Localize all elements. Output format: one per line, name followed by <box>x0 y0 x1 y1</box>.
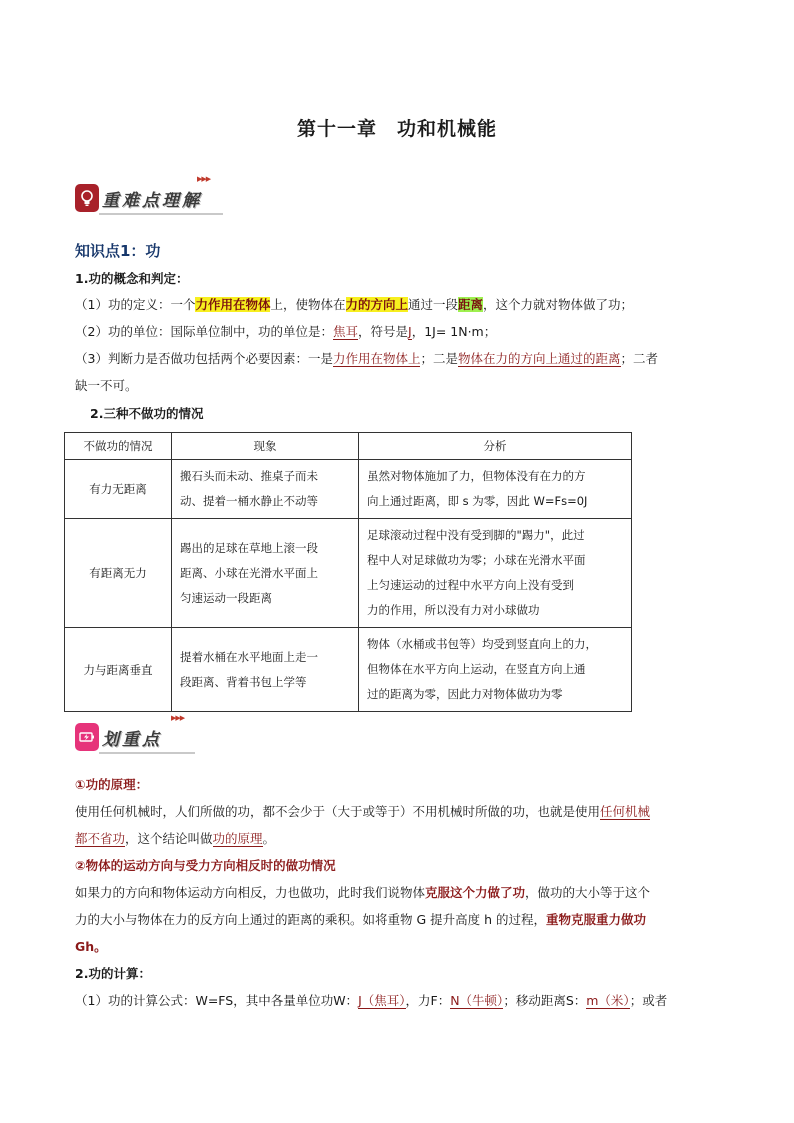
table-cell-phenomenon: 搬石头而未动、推桌子而未 动、提着一桶水静止不动等 <box>172 460 359 519</box>
table-cell-case: 有力无距离 <box>65 460 172 519</box>
definition-line: （1）功的定义：一个力作用在物体上，使物体在力的方向上通过一段距离，这个力就对物体做了功； <box>75 297 634 312</box>
judgement-line: （3）判断力是否做功包括两个必要因素：一是力作用在物体上；二是物体在力的方向上通过的距离；二者 <box>75 351 659 366</box>
arrow-icon: ▶▶▶ <box>171 714 185 722</box>
principle-line-cont: 都不省功，这个结论叫做功的原理。 <box>75 831 276 846</box>
table-cell-case: 力与距离垂直 <box>65 628 172 712</box>
table-cell-phenomenon: 提着水桶在水平地面上走一 段距离、背着书包上学等 <box>172 628 359 712</box>
table-row <box>65 628 632 712</box>
banner-label: 划重点 <box>102 730 162 750</box>
opposite-direction-heading: ②物体的运动方向与受力方向相反时的做功情况 <box>75 858 336 873</box>
table-cell-analysis: 虽然对物体施加了力，但物体没有在力的方 向上通过距离，即 s 为零，因此 W=Fs=0J <box>359 460 632 519</box>
page-title: 第十一章 功和机械能 <box>296 118 497 140</box>
table-cell-analysis: 物体（水桶或书包等）均受到竖直向上的力， 但物体在水平方向上运动，在竖直方向上通 过的距离为零，因此力对物体做功为零 <box>359 628 632 712</box>
table-header: 现象 <box>172 433 359 460</box>
table-header: 不做功的情况 <box>65 433 172 460</box>
unit-line: （2）功的单位：国际单位制中，功的单位是：焦耳，符号是J，1J= 1N·m； <box>75 324 497 339</box>
subheading-no-work: 2.三种不做功的情况 <box>90 406 204 421</box>
subheading-concept: 1.功的概念和判定： <box>75 271 189 286</box>
formula-line: （1）功的计算公式：W=FS，其中各量单位功W：J（焦耳），力F：N（牛顿）；移动距离S：m（米）；或者 <box>75 993 668 1008</box>
section-banner-highlights <box>75 714 197 755</box>
opposite-direction-line-3: Gh。 <box>75 939 107 954</box>
arrow-icon: ▶▶▶ <box>197 175 211 183</box>
table-cell-analysis: 足球滚动过程中没有受到脚的"踢力"，此过 程中人对足球做功为零；小球在光滑水平面 上匀速运动的过程中水平方向上没有受到 力的作用，所以没有力对小球做功 <box>359 519 632 628</box>
table-cell-case: 有距离无力 <box>65 519 172 628</box>
principle-heading: ①功的原理： <box>75 777 149 792</box>
banner-underline <box>99 752 195 754</box>
lightbulb-icon <box>75 184 99 212</box>
battery-icon <box>75 723 99 751</box>
table-header-row <box>65 433 632 460</box>
principle-line: 使用任何机械时，人们所做的功，都不会少于（大于或等于）不用机械时所做的功，也就是使用任何机械 <box>75 804 651 819</box>
table-row <box>65 519 632 628</box>
table-cell-phenomenon: 踢出的足球在草地上滚一段 距离、小球在光滑水平面上 匀速运动一段距离 <box>172 519 359 628</box>
opposite-direction-line-2: 力的大小与物体在力的反方向上通过的距离的乘积。如将重物 G 提升高度 h 的过程，重物克服重力做功 <box>75 912 647 927</box>
subheading-calculation: 2.功的计算： <box>75 966 151 981</box>
opposite-direction-line: 如果力的方向和物体运动方向相反，力也做功，此时我们说物体克服这个力做了功，做功的大小等于这个 <box>75 885 651 900</box>
no-work-table <box>64 432 632 712</box>
table-header: 分析 <box>359 433 632 460</box>
banner-label: 重难点理解 <box>102 191 202 211</box>
section-banner-key-points <box>75 175 225 216</box>
knowledge-point-heading: 知识点1：功 <box>75 242 161 260</box>
banner-underline <box>99 213 223 215</box>
table-row <box>65 460 632 519</box>
judgement-line-cont: 缺一不可。 <box>75 378 138 393</box>
